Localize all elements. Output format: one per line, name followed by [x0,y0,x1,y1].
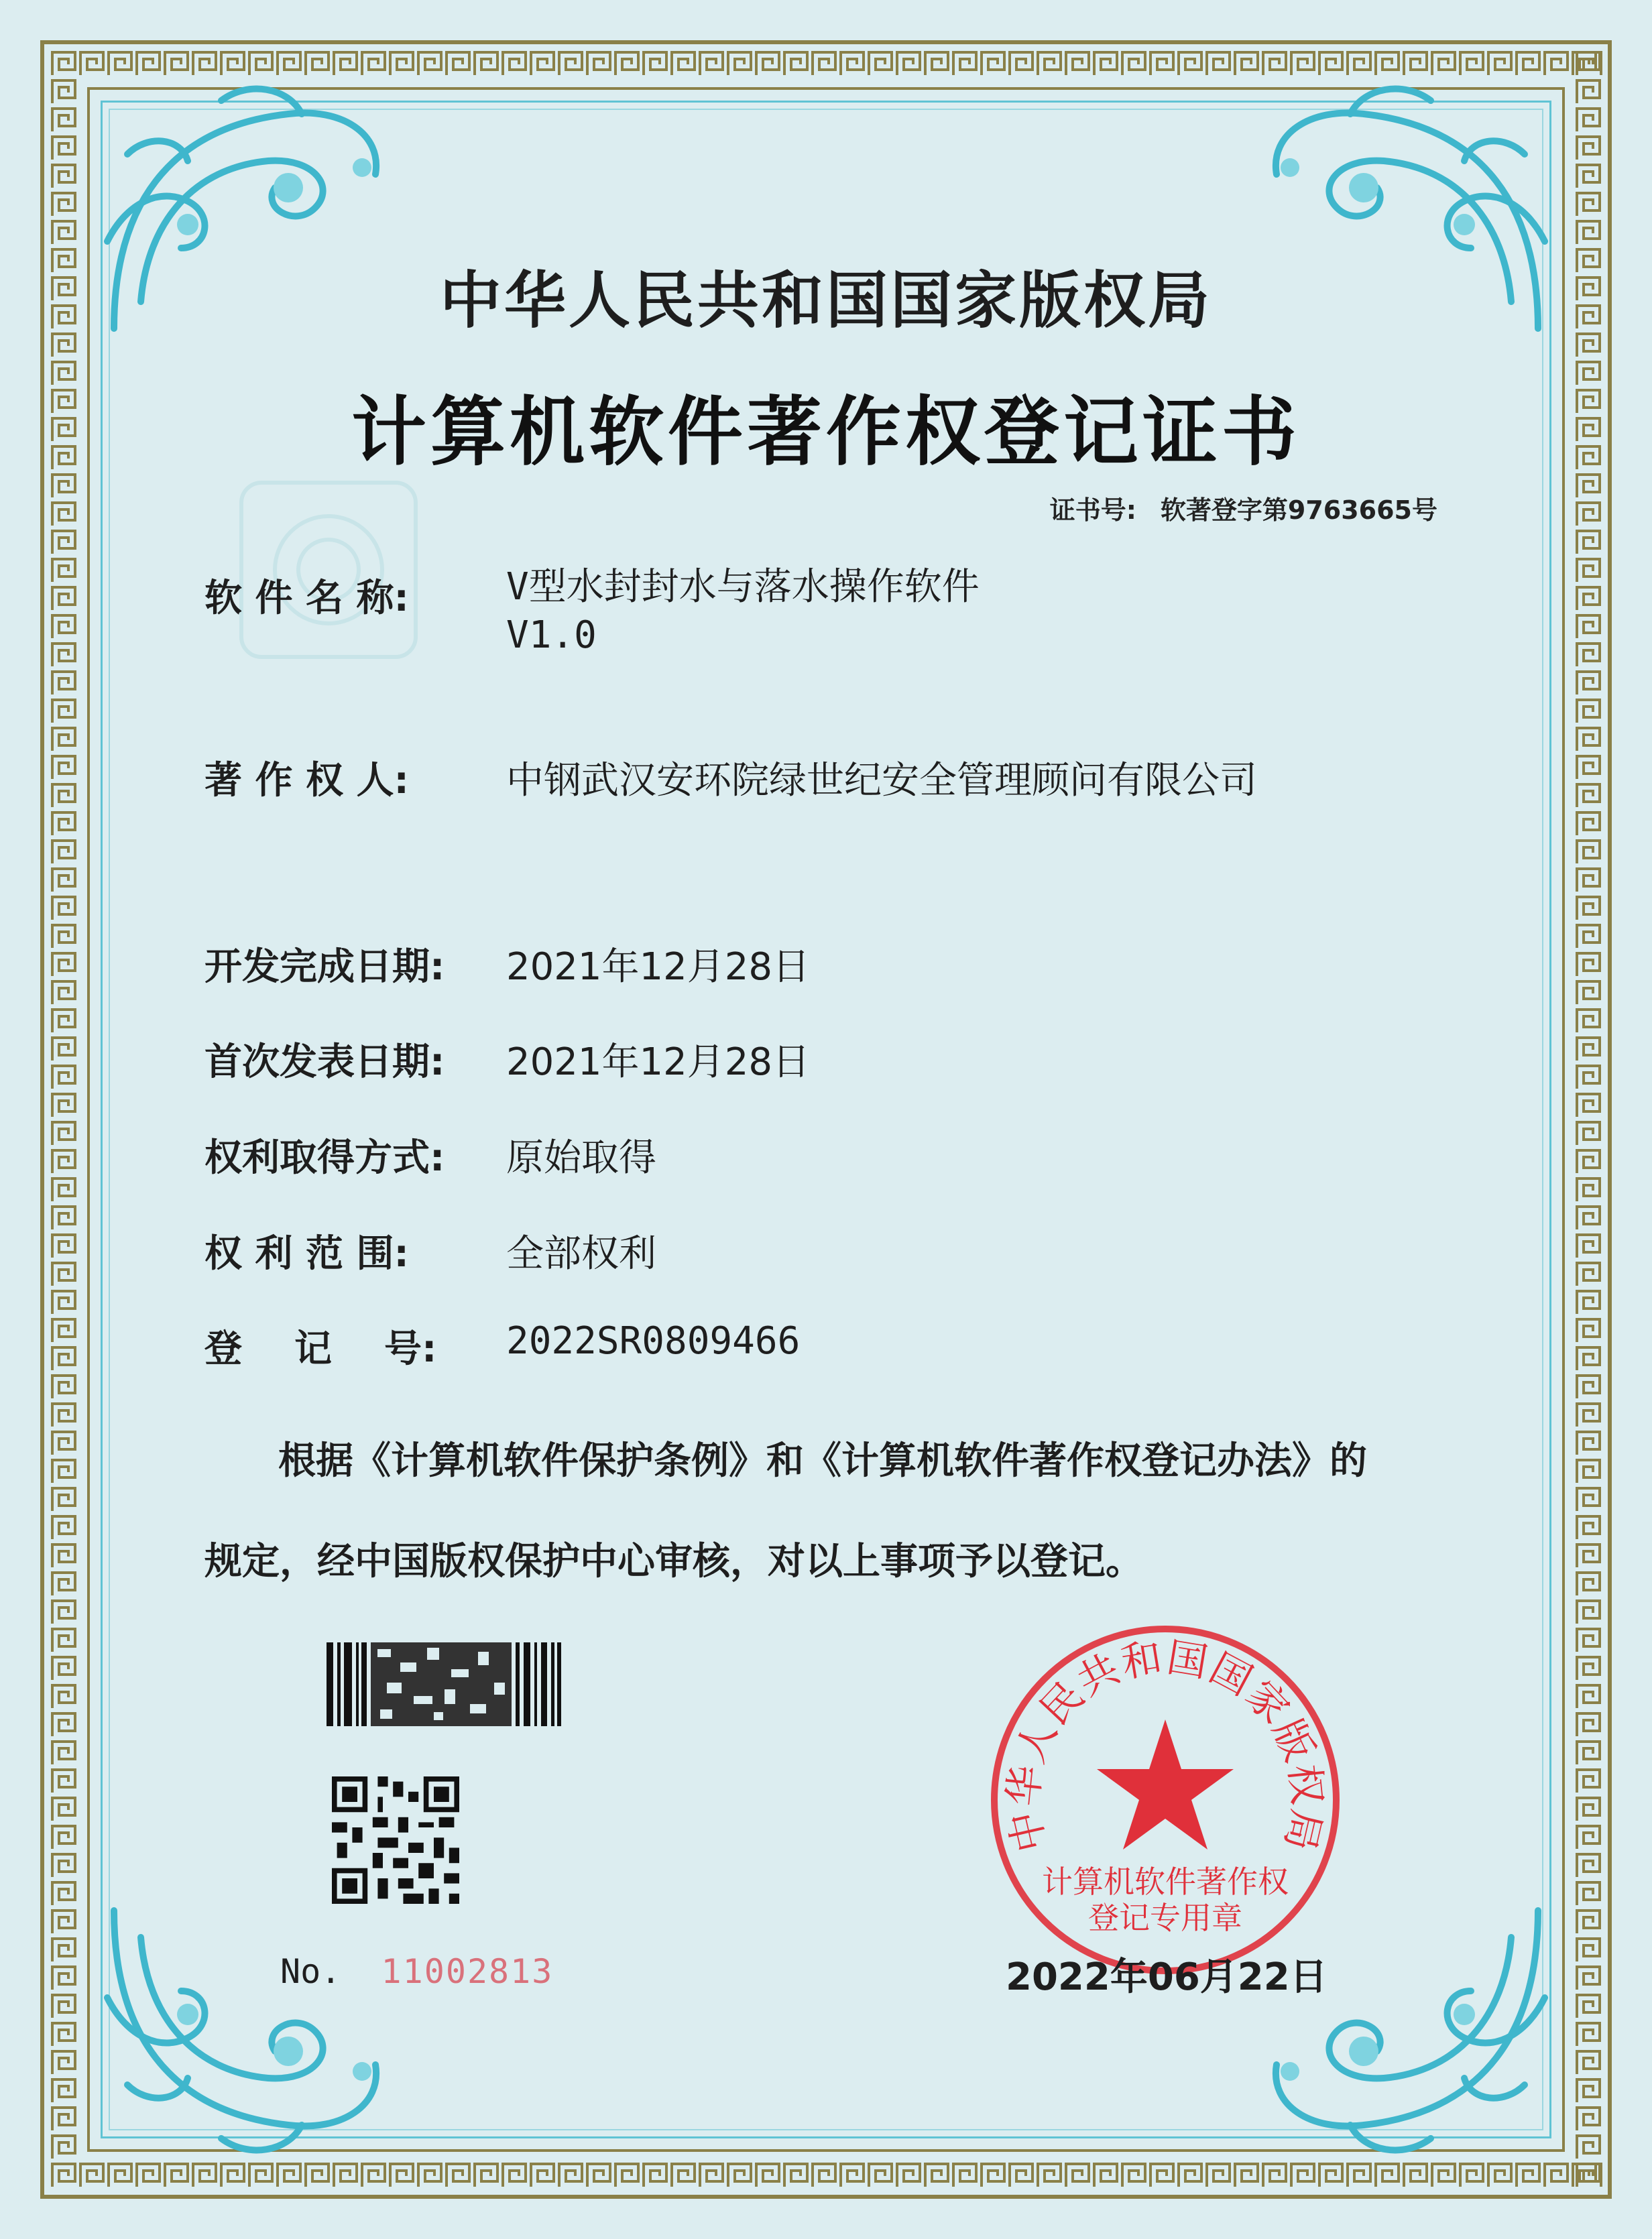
field-label: 权利取得方式: [204,1136,445,1180]
field-rights-scope [204,1224,656,1278]
serial-value: 11002813 [381,1952,554,1991]
corner-ornament-bottom-left [87,1884,402,2165]
software-name-line2: V1.0 [506,613,597,657]
issue-date: 2022年06月22日 [1006,1955,1328,1999]
field-value: 2022SR0809466 [506,1319,801,1363]
certificate-title: 计算机软件著作权登记证书 [351,388,1301,476]
field-label: 首次发表日期: [204,1040,445,1084]
certificate-number-value: 软著登字第9763665号 [1160,495,1437,525]
field-software-name [204,565,980,660]
statement-line-2: 规定，经中国版权保护中心审核，对以上事项予以登记。 [204,1540,1143,1583]
field-label: 权 利 范 围: [204,1232,409,1276]
field-dev-completion-date [204,937,810,991]
field-value [506,563,980,660]
serial-prefix: No. [280,1952,341,1991]
key-pattern-bottom [50,2161,1602,2189]
software-name-line1: V型水封封水与落水操作软件 [506,565,980,609]
seal-line-1: 计算机软件著作权 [1042,1864,1289,1900]
field-label: 软 件 名 称: [204,577,409,620]
star-icon [1097,1719,1234,1850]
barcode [327,1642,561,1726]
serial-number [280,1952,553,1991]
issuing-authority: 中华人民共和国国家版权局 [439,265,1212,337]
certificate-number [1050,489,1437,526]
field-value: 全部权利 [506,1232,656,1276]
seal-line-2: 登记专用章 [1088,1900,1242,1936]
field-label: 著 作 权 人: [204,759,409,802]
field-rights-acquisition [204,1128,656,1182]
field-value: 2021年12月28日 [506,945,811,989]
key-pattern-right [1574,50,1602,2189]
field-registration-no [204,1319,800,1373]
field-first-publish-date [204,1032,810,1086]
official-seal [984,1619,1346,1981]
seal-arc-text: 中华人民共和国国家版权局 [1000,1634,1331,1857]
key-pattern-left [50,50,78,2189]
statement-line-1: 根据《计算机软件保护条例》和《计算机软件著作权登记办法》的 [278,1439,1367,1483]
field-label: 开发完成日期: [204,945,445,989]
field-value: 原始取得 [506,1136,656,1180]
field-value: 中钢武汉安环院绿世纪安全管理顾问有限公司 [506,759,1257,802]
field-copyright-owner [204,751,1257,804]
qr-code [332,1776,459,1904]
certificate-number-label: 证书号: [1049,495,1136,525]
field-label: 登 记 号: [204,1327,437,1371]
field-value: 2021年12月28日 [506,1040,811,1084]
